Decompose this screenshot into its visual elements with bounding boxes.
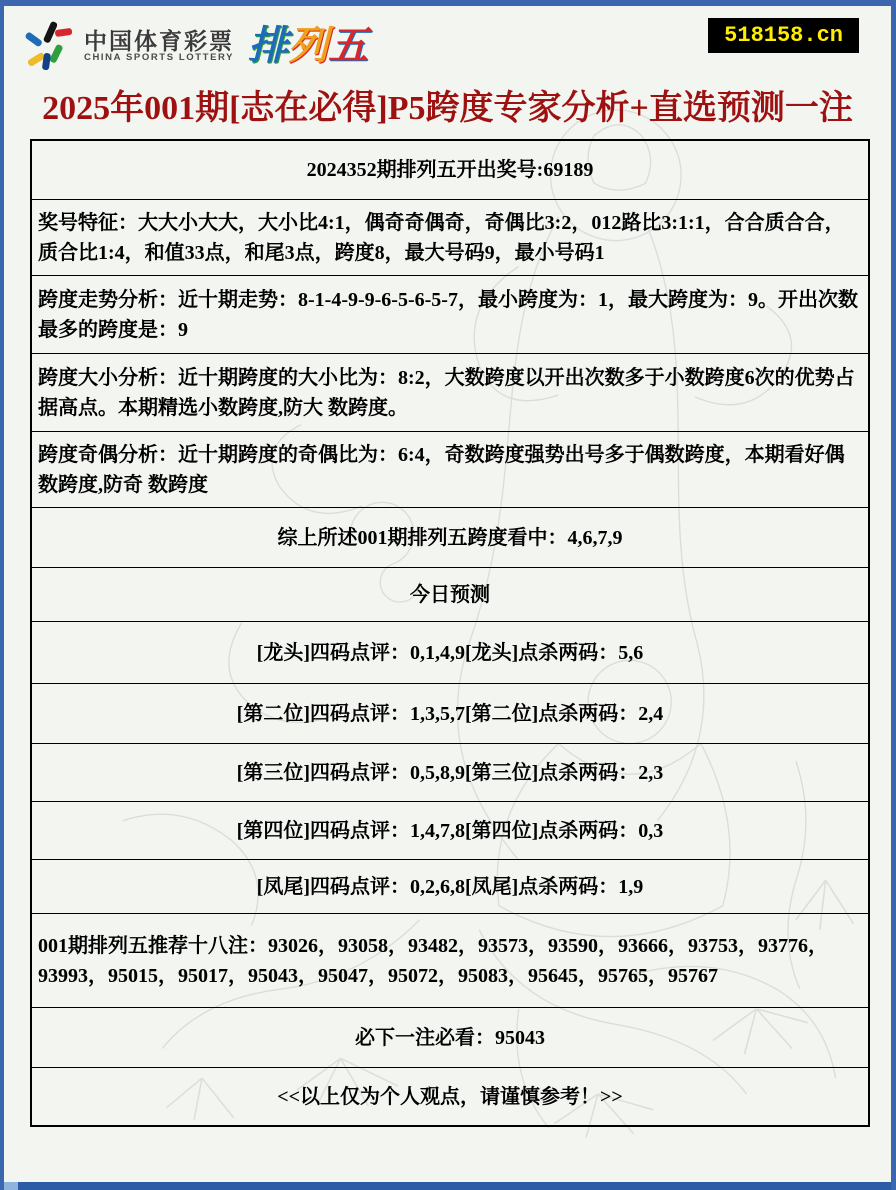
lottery-logo [22, 19, 368, 73]
table-row-disclaimer: <<以上仅为个人观点，请谨慎参考！>> [32, 1067, 868, 1125]
lottery-cn-name: 中国体育彩票 [84, 27, 234, 54]
table-row-today-forecast: 今日预测 [32, 567, 868, 621]
analysis-table [30, 139, 870, 1127]
table-row-18-recommendations: 001期排列五推荐十八注：93026，93058，93482，93573，93590，93666，93753，93776，93993，95015，95017，95043，95047，95072，95083，95645，95765，95767 [32, 913, 868, 1007]
table-row-pos5-comment: [凤尾]四码点评：0,2,6,8[凤尾]点杀两码：1,9 [32, 859, 868, 913]
table-row-span-size: 跨度大小分析：近十期跨度的大小比为：8:2，大数跨度以开出次数多于小数跨度6次的优势占据高点。本期精选小数跨度,防大 数跨度。 [32, 353, 868, 431]
table-row-span-picks: 综上所述001期排列五跨度看中：4,6,7,9 [32, 507, 868, 567]
table-row-pos2-comment: [第二位]四码点评：1,3,5,7[第二位]点杀两码：2,4 [32, 683, 868, 743]
bottom-bar-nub [4, 1182, 18, 1190]
table-row-span-trend: 跨度走势分析：近十期走势：8-1-4-9-9-6-5-6-5-7，最小跨度为：1，最大跨度为：9。开出次数最多的跨度是：9 [32, 275, 868, 353]
page-title: 2025年001期[志在必得]P5跨度专家分析+直选预测一注 [42, 90, 853, 127]
game-char-1: 排 [248, 24, 289, 68]
sports-lottery-figure-icon [22, 19, 76, 73]
table-row-pos1-comment: [龙头]四码点评：0,1,4,9[龙头]点杀两码：5,6 [32, 621, 868, 683]
table-row-pos4-comment: [第四位]四码点评：1,4,7,8[第四位]点杀两码：0,3 [32, 801, 868, 859]
game-char-3: 五 [328, 24, 369, 68]
table-row-must-bet: 必下一注必看：95043 [32, 1007, 868, 1067]
header [4, 6, 891, 78]
table-row-number-features: 奖号特征：大大小大大，大小比4:1，偶奇奇偶奇，奇偶比3:2，012路比3:1:1，合合质合合，质合比1:4，和值33点，和尾3点，跨度8，最大号码9，最小号码1 [32, 199, 868, 275]
table-row-draw-result: 2024352期排列五开出奖号:69189 [306, 159, 594, 181]
lottery-en-name: CHINA SPORTS LOTTERY [84, 52, 235, 64]
game-name-pailiewu [248, 26, 368, 66]
table-row-pos3-comment: [第三位]四码点评：0,5,8,9[第三位]点杀两码：2,3 [32, 743, 868, 801]
lottery-logo-text [84, 29, 234, 63]
site-url-badge[interactable]: 518158.cn [708, 18, 859, 53]
game-char-2: 列 [288, 24, 329, 68]
table-row-span-parity: 跨度奇偶分析：近十期跨度的奇偶比为：6:4，奇数跨度强势出号多于偶数跨度，本期看好偶数跨度,防奇 数跨度 [32, 431, 868, 507]
bottom-bar [4, 1182, 891, 1190]
